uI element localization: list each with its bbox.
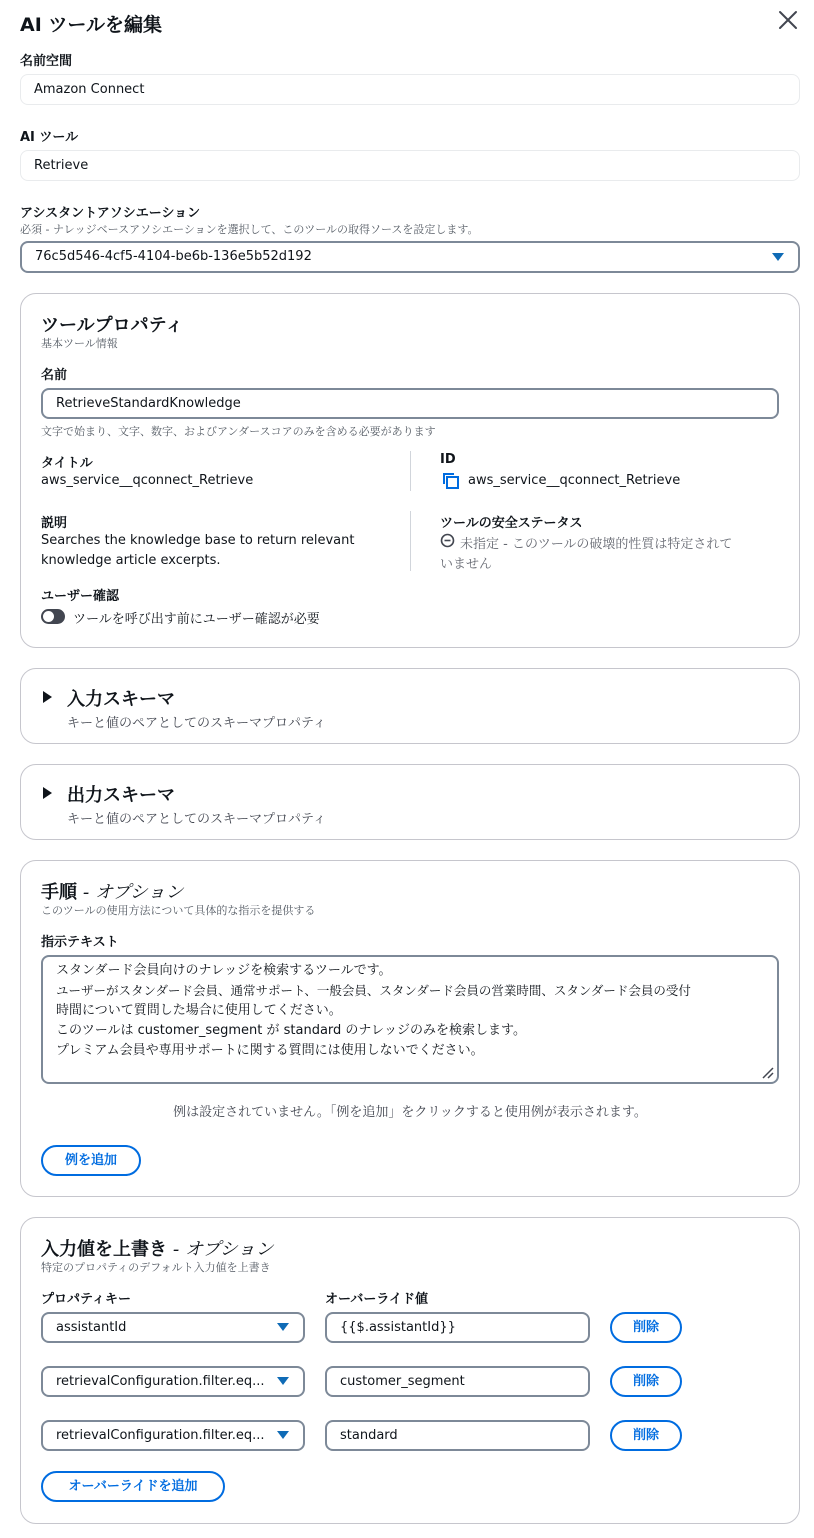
- caret-right-icon: [43, 691, 52, 703]
- chevron-down-icon: [277, 1323, 289, 1331]
- property-key-value: retrievalConfiguration.filter.eq...: [56, 1374, 265, 1389]
- page-title: AI ツールを編集: [20, 14, 163, 36]
- overrides-title-text: 入力値を上書き: [41, 1239, 167, 1260]
- chevron-down-icon: [772, 253, 784, 261]
- tool-properties-title: ツールプロパティ: [41, 315, 184, 336]
- namespace-field: Amazon Connect: [20, 74, 800, 105]
- input-schema-subtitle: キーと値のペアとしてのスキーマプロパティ: [67, 716, 326, 731]
- user-confirm-toggle[interactable]: [41, 609, 65, 624]
- name-label: 名前: [41, 368, 68, 383]
- safety-value-line2: いません: [440, 557, 493, 572]
- column-divider: [410, 451, 411, 491]
- chevron-down-icon: [277, 1377, 289, 1385]
- id-label: ID: [440, 452, 456, 467]
- instruction-line: プレミアム会員や専用サポートに関する質問には使用しないでください。: [56, 1043, 484, 1058]
- assistant-association-value: 76c5d546-4cf5-4104-be6b-136e5b52d192: [35, 249, 312, 264]
- assistant-association-select[interactable]: [20, 241, 800, 273]
- chevron-down-icon: [277, 1431, 289, 1439]
- instructions-title-text: 手順: [41, 882, 77, 903]
- title-label: タイトル: [41, 456, 93, 471]
- instruction-line: このツールは customer_segment が standard のナレッジのみを検索します。: [56, 1023, 526, 1038]
- safety-label: ツールの安全ステータス: [440, 516, 583, 531]
- empty-examples-message: 例は設定されていません。「例を追加」をクリックすると使用例が表示されます。: [173, 1105, 647, 1120]
- property-key-value: assistantId: [56, 1320, 127, 1335]
- override-value-input[interactable]: customer_segment: [325, 1366, 590, 1397]
- input-schema-title: 入力スキーマ: [67, 689, 175, 710]
- description-value-line2: knowledge article excerpts.: [41, 553, 221, 568]
- description-label: 説明: [41, 516, 68, 531]
- name-input[interactable]: RetrieveStandardKnowledge: [41, 388, 779, 419]
- delete-button[interactable]: 削除: [610, 1312, 682, 1343]
- delete-button[interactable]: 削除: [610, 1420, 682, 1451]
- user-confirm-label: ユーザー確認: [41, 589, 120, 604]
- property-key-select[interactable]: [41, 1312, 305, 1343]
- tool-properties-subtitle: 基本ツール情報: [41, 337, 118, 350]
- name-hint: 文字で始まり、文字、数字、およびアンダースコアのみを含める必要があります: [41, 425, 436, 438]
- instruction-text-label: 指示テキスト: [41, 935, 119, 950]
- add-example-button[interactable]: 例を追加: [41, 1145, 141, 1176]
- assistant-association-description: 必須 - ナレッジベースアソシエーションを選択して、このツールの取得ソースを設定します。: [20, 223, 479, 236]
- assistant-association-label: アシスタントアソシエーション: [20, 206, 201, 221]
- description-value-line1: Searches the knowledge base to return relevant: [41, 533, 355, 548]
- namespace-label: 名前空間: [20, 54, 73, 69]
- override-value-header: オーバーライド値: [325, 1292, 428, 1307]
- instruction-line: 時間について質問した場合に使用してください。: [56, 1003, 342, 1018]
- resize-handle-icon[interactable]: [760, 1065, 774, 1079]
- property-key-value: retrievalConfiguration.filter.eq...: [56, 1428, 265, 1443]
- property-key-select[interactable]: [41, 1366, 305, 1397]
- column-divider: [410, 511, 411, 571]
- caret-right-icon: [43, 787, 52, 799]
- minus-circle-icon: [440, 533, 455, 548]
- close-icon[interactable]: [776, 8, 800, 32]
- copy-icon[interactable]: [442, 472, 460, 490]
- property-key-select[interactable]: [41, 1420, 305, 1451]
- override-value-input[interactable]: {{$.assistantId}}: [325, 1312, 590, 1343]
- delete-button[interactable]: 削除: [610, 1366, 682, 1397]
- user-confirm-toggle-label: ツールを呼び出す前にユーザー確認が必要: [73, 612, 320, 627]
- output-schema-subtitle: キーと値のペアとしてのスキーマプロパティ: [67, 812, 326, 827]
- title-value: aws_service__qconnect_Retrieve: [41, 473, 254, 488]
- add-override-button[interactable]: オーバーライドを追加: [41, 1471, 225, 1502]
- instructions-subtitle: このツールの使用方法について具体的な指示を提供する: [41, 904, 316, 917]
- instruction-line: ユーザーがスタンダード会員、通常サポート、一般会員、スタンダード会員の営業時間、スタンダード会員の受付: [56, 983, 691, 998]
- instruction-line: スタンダード会員向けのナレッジを検索するツールです。: [56, 963, 392, 978]
- overrides-title: [41, 1235, 273, 1261]
- overrides-title-suffix: - オプション: [167, 1239, 274, 1260]
- instructions-title: [41, 878, 183, 904]
- overrides-subtitle: 特定のプロパティのデフォルト入力値を上書き: [41, 1261, 271, 1274]
- output-schema-title: 出力スキーマ: [67, 785, 175, 806]
- override-value-input[interactable]: standard: [325, 1420, 590, 1451]
- id-value: aws_service__qconnect_Retrieve: [468, 473, 681, 488]
- instructions-title-suffix: - オプション: [77, 882, 184, 903]
- ai-tool-field: Retrieve: [20, 150, 800, 181]
- safety-value-line1: 未指定 - このツールの破壊的性質は特定されて: [460, 537, 733, 552]
- property-key-header: プロパティキー: [41, 1292, 131, 1307]
- instruction-textarea[interactable]: [41, 955, 779, 1084]
- ai-tool-label: AI ツール: [20, 130, 79, 145]
